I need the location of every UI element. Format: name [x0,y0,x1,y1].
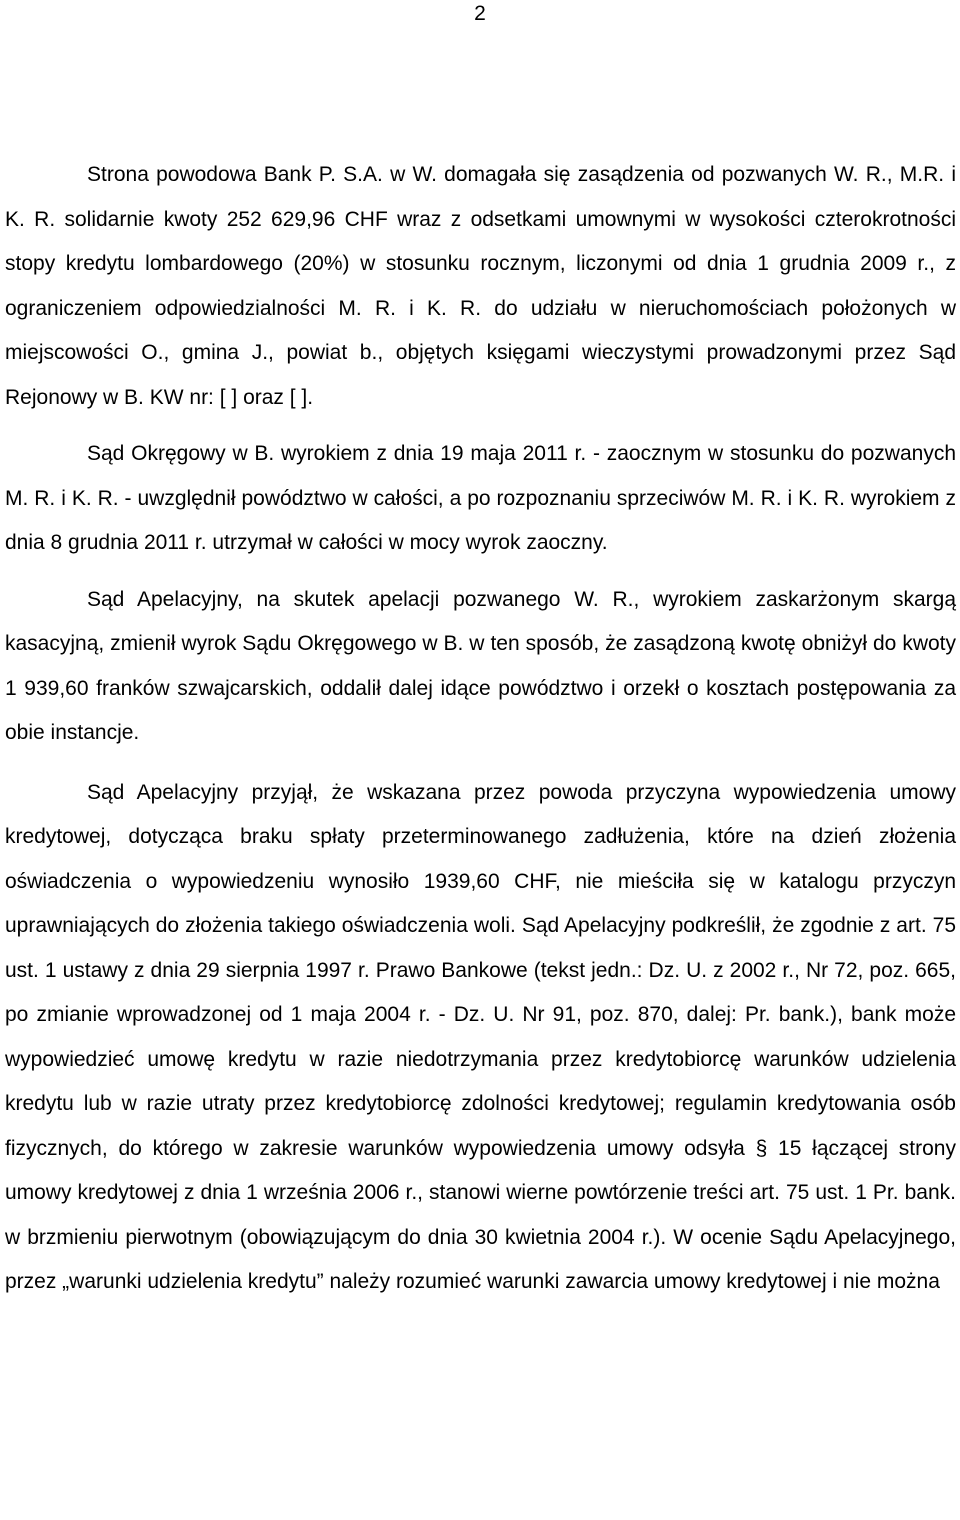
paragraph-claim: Strona powodowa Bank P. S.A. w W. domagała się zasądzenia od pozwanych W. R., M.R. i K. R. solidarnie kwoty 252 629,96 CHF wraz z odsetkami umownymi w wysokości czterokrotności stopy kredytu lombardowego (20%) w stosunku rocznym, liczonymi od dnia 1 grudnia 2009 r., z ograniczeniem odpowiedzialności M. R. i K. R. do udziału w nieruchomościach położonych w miejscowości O., gmina J., powiat b., objętych księgami wieczystymi prowadzonymi przez Sąd Rejonowy w B. KW nr: [ ] oraz [ ]. [5,163,956,409]
paragraph-district-court-ruling: Sąd Okręgowy w B. wyrokiem z dnia 19 maja 2011 r. - zaocznym w stosunku do pozwanych M. R. i K. R. - uwzględnił powództwo w całości, a po rozpoznaniu sprzeciwów M. R. i K. R. wyrokiem z dnia 8 grudnia 2011 r. utrzymał w całości w mocy wyrok zaoczny. [5,442,956,554]
paragraph-appeal-court-ruling: Sąd Apelacyjny, na skutek apelacji pozwanego W. R., wyrokiem zaskarżonym skargą kasacyjną, zmienił wyrok Sądu Okręgowego w B. w ten sposób, że zasądzoną kwotę obniżył do kwoty 1 939,60 franków szwajcarskich, oddalił dalej idące powództwo i orzekł o kosztach postępowania za obie instancje. [5,587,956,744]
paragraph-appeal-court-reasoning: Sąd Apelacyjny przyjął, że wskazana przez powoda przyczyna wypowiedzenia umowy kredytowej, dotycząca braku spłaty przeterminowanego zadłużenia, które na dzień złożenia oświadczenia o wypowiedzeniu wynosiło 1939,60 CHF, nie mieściła się w katalogu przyczyn uprawniających do złożenia takiego oświadczenia woli. Sąd Apelacyjny podkreślił, że zgodnie z art. 75 ust. 1 ustawy z dnia 29 sierpnia 1997 r. Prawo Bankowe (tekst jedn.: Dz. U. z 2002 r., Nr 72, poz. 665, po zmianie wprowadzonej od 1 maja 2004 r. - Dz. U. Nr 91, poz. 870, dalej: Pr. bank.), bank może wypowiedzieć umowę kredytu w razie niedotrzymania przez kredytobiorcę warunków udzielenia kredytu lub w razie utraty przez kredytobiorcę zdolności kredytowej; regulamin kredytowania osób fizycznych, do którego w zakresie warunków wypowiedzenia umowy odsyła § 15 łączącej strony umowy kredytowej z dnia 1 września 2006 r., stanowi wierne powtórzenie treści art. 75 ust. 1 Pr. bank. w brzmieniu pierwotnym (obowiązującym do dnia 30 kwietnia 2004 r.). W ocenie Sądu Apelacyjnego, przez „warunki udzielenia kredytu” należy rozumieć warunki zawarcia umowy kredytowej i nie można [5,780,956,1293]
document-body [5,153,956,1305]
page-number: 2 [474,2,486,25]
